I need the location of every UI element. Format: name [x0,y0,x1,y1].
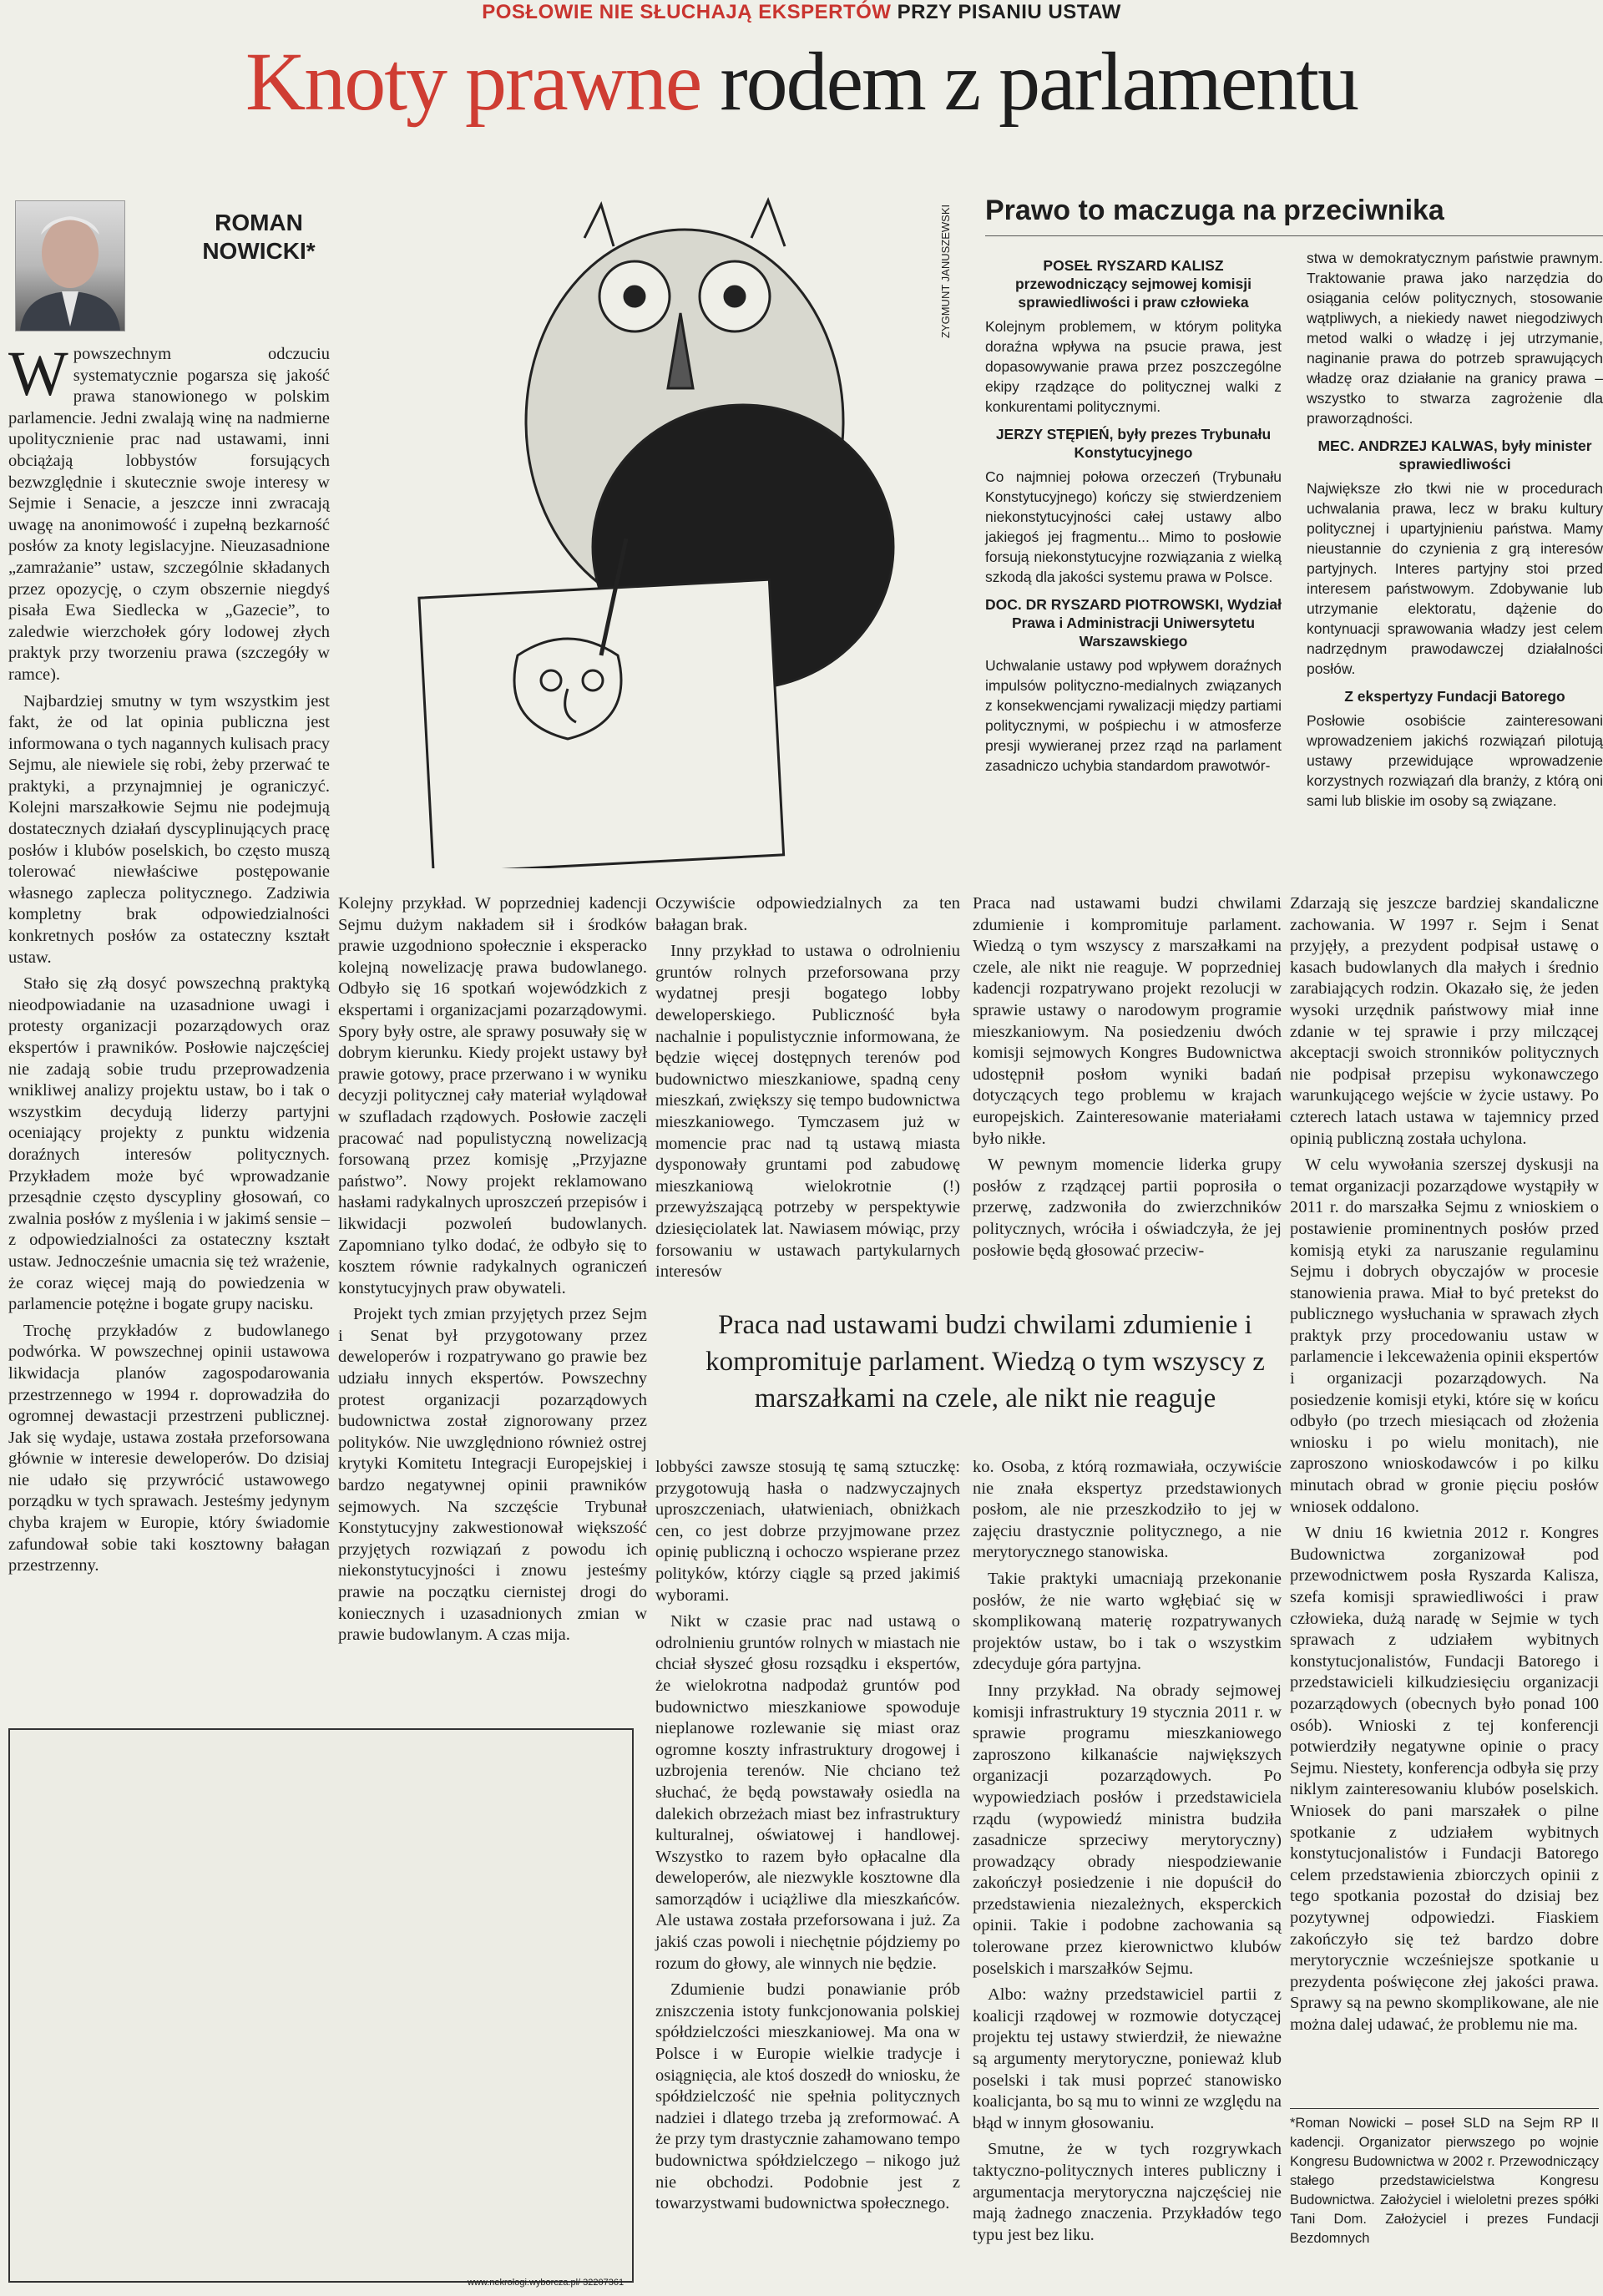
paragraph: ko. Osoba, z którą rozmawiała, oczywiście nie znała ekspertyz przedstawionych posłom, ale nie przeszkodziło to jej w zajęciu drastycznie politycznego, a nie merytorycznego stanowiska. [973,1458,1282,1562]
paragraph: Smutne, że w tych rozgrywkach taktyczno-politycznych interes publiczny i argumentacja merytoryczna najczęściej nie mają żadnego znaczenia. Przykładów tego typu jest bez liku. [973,2140,1282,2244]
kicker-black: PRZY PISANIU USTAW [897,1,1121,23]
kicker [0,0,1603,25]
article-column-1 [8,339,330,1582]
paragraph: Albo: ważny przedstawiciel partii z koalicji rządowej w rozmowie dotyczącej projektu tej ustawy stwierdził, że nieważne są argumenty merytoryczne, ponieważ klub poselski i tak musi poprzeć stanowisko koalicjanta, bo są mu to winni ze względu na błąd w innym głosowaniu. [973,1985,1282,2132]
paragraph: Trochę przykładów z budowlanego podwórka. W powszechnej opinii ustawowa likwidacja planów zagospodarowania przestrzennego w 1994 r. doprowadziła do ogromnej dewastacji przestrzeni publicznej. Jak się wydaje, ustawa została przeforsowana głównie w interesie deweloperów. Do dzisiaj nie udało się przywrócić ustawowego porządku w tych sprawach. Jesteśmy jedynym chyba krajem w Europie, który świadomie zafundował sobie taki kosztowny bałagan przestrzenny. [8,1321,330,1575]
paragraph: Stało się złą dosyć powszechną praktyką nieodpowiadanie na uzasadnione uwagi i protesty organizacji pozarządowych oraz ekspertów i prawników. Posłowie najczęściej nie zadają sobie trudu przeprowadzenia wnikliwej analizy projektu ustaw, bo i tak o wszystkim decydują liderzy partyjni oceniający projekty z punktu widzenia doraźnych interesów politycznych. Przykładem może być wprowadzanie przesądnie często dyscypliny głosowań, co zwalnia posłów z myślenia i w jakimś sensie – z odpowiedzialności za ostateczny kształt ustaw. Jednocześnie umacnia się też wrażenie, że coraz więcej mają do powiedzenia w parlamencie potężne i bogate grupy nacisku. [8,974,330,1314]
photo-credit: ZYGMUNT JANUSZEWSKI [939,204,952,338]
quote-text: Co najmniej połowa orzeczeń (Trybunału Konstytucyjnego) kończy się stwierdzeniem niekonstytucyjności całej ustawy albo jakiegoś jej fragmentu... Mimo to posłowie forsują niekonstytucyjne rozwiązania z wielką szkodą dla jakości systemu prawa w Polsce. [985,468,1282,585]
paragraph: Zdumienie budzi ponawianie prób zniszczenia istoty funkcjonowania polskiej spółdzielczości mieszkaniowej. Ma ona w Polsce i w Europie wielkie tradycje i osiągnięcia, ale ktoś doszedł do wniosku, że spółdzielczość nie spełnia politycznych nadziei i dlatego trzeba ją zreformować. A że przy tym drastycznie zahamowano tempo budownictwa spółdzielczego – nikogo już nie obchodzi. Podobnie jest z towarzystwami budownictwa społecznego. [655,1980,960,2213]
paragraph: W dniu 16 kwietnia 2012 r. Kongres Budownictwa zorganizował pod przewodnictwem posła Ryszarda Kalisza, szefa komisji sprawiedliwości i praw człowieka, dużą naradę w Sejmie w tych sprawach z udziałem wybitnych konstytucjonalistów, Fundacji Batorego i przedstawicieli kilkudziesięciu organizacji pozarządowych (obecnych było ponad 100 osób). Wnioski z tej konferencji potwierdziły negatywne opinie o pracy Sejmu. Niestety, konferencja odbyła się przy niklym zainteresowaniu klubów poselskich. Wniosek do pani marszałek o pilne spotkanie z udziałem wybitnych konstytucjonalistów i Fundacji Batorego celem przedstawienia zbiorczych opinii z tego spotkania pozostał do dzisiaj bez pozytywnej odpowiedzi. Fiaskiem zakończyło się też bardzo dobre merytorycznie wcześniejsze spotkanie u prezydenta poświęcone złej jakości prawa. Sprawy są na pewno skomplikowane, ale nie można dalej udawać, że problemu nie ma. [1290,1524,1599,2034]
author-name: ROMAN NOWICKI* [202,210,316,264]
pull-quote: Praca nad ustawami budzi chwilami zdumienie i kompromituje parlament. Wiedzą o tym wszyscy z marszałkami na czele, ale nikt nie reaguje [705,1310,1265,1414]
paragraph: Zdarzają się jeszcze bardziej skandaliczne zachowania. W 1997 r. Sejm i Senat przyjęły, a prezydent podpisał ustawę o kasach budowlanych dla małych i średnio zarabiających rodzin. Okazało się, że jeden wysoki urzędnik państwowy miał inne zdanie w tej sprawie i przy milczącej akceptacji swoich stronników politycznych nie podpisał przepisu wykonawczego warunkującego wejście w życie ustawy. Po czterech latach ustawa w tajemnicy przed opinią publiczną została uchylona. [1290,894,1599,1148]
article-column-3a [655,893,960,1288]
sidebar-column-left [985,248,1282,816]
owl-illustration [351,188,935,868]
quote-text: Uchwalanie ustawy pod wpływem doraźnych impulsów polityczno-medialnych związanych z konsekwencjami rywalizacji między partiami politycznymi, w pośpiechu i w atmosferze presji wywieranej przez rząd na parlament zasadniczo uchybia standardom prawotwór- [985,657,1282,774]
quote-author: DOC. DR RYSZARD PIOTROWSKI, Wydział Prawa i Administracji Uniwersytetu Warszawskiego [985,596,1282,650]
paragraph: Kolejny przykład. W poprzedniej kadencji Sejmu dużym nakładem sił i środków prawie uzgodniono społecznie i eksperacko kolejną nowelizację prawa budowlanego. Odbyło się 16 spotkań wojewódzkich z ekspertami i organizacjami pozarządowymi. Spory były ostre, ale sprawy posuwały się w dobrym kierunku. Kiedy projekt ustawy był prawie gotowy, prace przerwano i w wyniku decyzji politycznej cały materiał wylądował w szufladach rządowych. Posłowie zaczęli pracować nad populistyczną nowelizacją forsowaną przez komisję „Przyjazne państwo”. Nowy projekt reklamowano hasłami radykalnych uproszczeń przepisów i likwidacji pozwoleń budowlanych. Zapomniano tylko dodać, że odbyło się to kosztem równie radykalnych ograniczeń konstytucyjnych praw obywateli. [338,894,647,1297]
quote-author: JERZY STĘPIEŃ, były prezes Trybunału Konstytucyjnego [995,426,1272,461]
paragraph: W pewnym momencie liderka grupy posłów z rządzącej partii poprosiła o przerwę, zadzwoniła do zwierzchników politycznych, wróciła i oświadczyła, że jej posłowie będą głosować przeciw- [973,1156,1282,1260]
author-bio: *Roman Nowicki – poseł SLD na Sejm RP II kadencji. Organizator pierwszego po wojnie Kongresu Budownictwa w 2002 r. Przewodniczący stałego przedstawicielstwa Kongresu Budownictwa. Założyciel i wieloletni prezes spółki Tani Dom. Założyciel i prezes Fundacji Bezdomnych [1290,2108,1599,2248]
article-column-5 [1290,893,1599,2041]
paragraph: Takie praktyki umacniają przekonanie posłów, że nie warto wgłębiać się w skomplikowaną materię rozpatrywanych projektów ustaw, bo i tak o wszystkim zdecyduje góra partyjna. [973,1569,1282,1674]
paragraph: Inny przykład to ustawa o odrolnieniu gruntów rolnych przeforsowana przy wydatnej presji bogatego lobby deweloperskiego. Publiczność była nachalnie i populistycznie informowana, że będzie więcej dostępnych terenów pod budownictwo mieszkaniowe, spadną ceny mieszkań, zwiększy się tempo budownictwa mieszkaniowego. Tymczasem już w momencie prac nad tą ustawą miasta dysponowały gruntami pod zabudowę mieszkaniową wielokrotnie (!) przewyższającą potrzeby w perspektywie dziesięciolatek lat. Nawiasem mówiąc, przy forsowaniu w ustawach partykularnych interesów [655,942,960,1282]
paragraph [8,339,330,686]
headline-red: Knoty prawne [245,35,701,128]
quote-author: POSEŁ RYSZARD KALISZ przewodniczący sejmowej komisji sprawiedliwości i praw człowieka [1014,257,1252,311]
paragraph: Najbardziej smutny w tym wszystkim jest fakt, że od lat opinia publiczna jest informowana o tych nagannych kulisach pracy Sejmu, ale niewiele się robi, żeby przerwać te praktyki, a przynajmniej je ograniczyć. Kolejni marszałkowie Sejmu nie podejmują dostatecznych działań dyscyplinujących pracę posłów i klubów poselskich, bo często muszą tolerować niewłaściwe postępowanie własnego zaplecza politycznego. Zadziwia kompletny brak odpowiedzialności konkretnych posłów za ostateczny kształt ustaw. [8,691,330,967]
paragraph: Praca nad ustawami budzi chwilami zdumienie i kompromituje parlament. Wiedzą o tym wszyscy z marszałkami na czele, ale nikt nie reaguje. W poprzedniej kadencji rozpatrywano projekt rezolucji w sprawie ustawy o narodowym programie mieszkaniowym. Na posiedzeniu dwóch komisji sejmowych Kongres Budownictwa udostępnił posłom wyniki badań dotyczących tego problemu w krajach europejskich. Zainteresowanie materiałami było nikłe. [973,894,1282,1148]
advertisement-box [8,1728,634,2283]
paragraph: lobbyści zawsze stosują tę samą sztuczkę: przygotowują hasła o nadzwyczajnych uproszczeniach, ułatwieniach, obniżkach cen, co jest dobrze przyjmowane przez opinię publiczną i ochoczo wspierane przez polityków, którzy ciągle są przed jakimiś wyborami. [655,1458,960,1605]
article-column-3b [655,1457,960,2220]
article-column-2 [338,893,647,1651]
quote-text: Posłowie osobiście zainteresowani wprowadzeniem jakichś rozwiązań pilotują ustawy przewidujące wprowadzenie korzystnych rozwiązań dla branży, z którą oni sami lub bliskie im osoby są związane. [1307,712,1603,809]
sidebar-column-right [1307,248,1603,816]
paragraph: Inny przykład. Na obrady sejmowej komisji infrastruktury 19 stycznia 2011 r. w sprawie programu mieszkaniowego zaproszono kilkanaście największych organizacji pozarządowych. Po wypowiedziach posłów i przedstawiciela rządu (wypowiedź ministra budziła zasadnicze sprzeciwy merytoryczny) prowadzący obrady niespodziewanie zakończył posiedzenie i nie dopuścił do przedstawienia niezależnych, eksperckich opinii. Takie i podobne zachowania są tolerowane przez kierownictwo klubów poselskich i marszałków Sejmu. [973,1681,1282,1978]
paragraph: W celu wywołania szerszej dyskusji na temat organizacji pozarządowe wystąpiły w 2011 r. do marszałka Sejmu z wnioskiem o postawienie prominentnych posłów przed komisją etyki za naruszanie regulaminu Sejmu i dobrych obyczajów w procesie stanowienia prawa. Miał to być pretekst do publicznego wysłuchania w sprawach złych praktyk przy procedowaniu ustaw w parlamencie i lekceważenia opinii ekspertów i organizacji pozarządowych. Na posiedzenie komisji etyki, które się w końcu odbyło (po trzech miesiącach od złożenia wniosku i po wielu monitach), nie zaproszono wnioskodawców i po kilku minutach obrad w gronie pięciu posłów wniosek oddalono. [1290,1156,1599,1516]
quote-text: Kolejnym problemem, w którym polityka doraźna wpływa na psucie prawa, jest dopasowywanie prawa przez poszczególne ekipy rządzące do politycznej walki z konkurentami politycznymi. [985,318,1282,415]
paragraph: Nikt w czasie prac nad ustawą o odrolnieniu gruntów rolnych w miastach nie chciał słyszeć głosu rozsądku i ekspertów, że wielokrotna nadpodaż gruntów pod budownictwo mieszkaniowe spowoduje nieplanowe rozlewanie się miast oraz ogromne koszty infrastruktury drogowej i uzbrojenia terenów. Nie chciano też słuchać, że będą powstawały osiedla na dalekich obrzeżach miast bez infrastruktury kulturalnej, oświatowej i handlowej. Wszystko to razem było opłacalne dla deweloperów, ale niezwykle kosztowne dla samorządów i uciążliwe dla mieszkańców. Ale ustawa została przeforsowana i już. Za jakiś czas powoli i niechętnie pójdziemy po rozum do głowy, ale winnych nie będzie. [655,1612,960,1973]
quote-author: Z ekspertyzy Fundacji Batorego [1344,688,1565,705]
paragraph: Oczywiście odpowiedzialnych za ten bałagan brak. [655,894,960,934]
article-column-4a [973,893,1282,1267]
sidebar-title: Prawo to maczuga na przeciwnika [985,192,1603,236]
drop-cap: W [8,339,68,409]
author-photo [15,200,125,331]
quote-text: stwa w demokratycznym państwie prawnym. Traktowanie prawa jako narzędzia do osiągania celów politycznych, stosowanie wątpliwych, a niekiedy nawet niegodziwych metod walki o władzę i jej utrzymanie, naginanie prawa do potrzeb sprawujących władzę oraz działanie na granicy prawa – wszystko to stwarza zagrożenie dla praworządności. [1307,250,1603,427]
headline-black: rodem z parlamentu [720,35,1358,128]
kicker-red: POSŁOWIE NIE SŁUCHAJĄ EKSPERTÓW [482,1,892,23]
sidebar-box [985,192,1603,816]
paragraph-text: powszechnym odczuciu systematycznie pogarsza się jakość prawa stanowionego w polskim parlamencie. Jedni zwalają winę na nadmierne upolitycznienie prac nad ustawami, inni obciążają lobbystów forsujących bezwzględnie i skutecznie swoje interesy w Sejmie i Senacie, a jeszcze inni zwracają uwagę na anonimowość i zupełną bezkarność posłów za knoty legislacyjne. Nieuzasadnione „zamrażanie” ustaw, szczególnie składanych przez opozycję, o czym obszernie niegdyś pisała Ewa Siedlecka w „Gazecie”, to zaledwie wierzchołek góry lodowej złych praktyk przy tworzeniu prawa (szczegóły w ramce). [8,345,330,684]
quote-text: Największe zło tkwi nie w procedurach uchwalania prawa, lecz w braku kultury politycznej i upartyjnieniu państwa. Mamy nieustannie do czynienia z grą interesów partyjnych. Interes partyjny stoi przed interesem państwowym. Zdobywanie lub utrzymanie elektoratu, dążenie do kontynuacji sprawowania władzy jest celem nadrzędnym prawodawczej działalności posłów. [1307,480,1603,677]
headline [0,33,1603,129]
quote-author: MEC. ANDRZEJ KALWAS, były minister sprawiedliwości [1317,437,1592,473]
article-column-4b [973,1457,1282,2251]
footer-url: www.nekrologi.wyborcza.pl/ 32207361 [468,2278,625,2288]
paragraph: Projekt tych zmian przyjętych przez Sejm i Senat był przygotowany przez deweloperów i rozpatrywano go prawie bez udziału innych ekspertów. Powszechny protest organizacji pozarządowych budownictwa został zignorowany przez polityków. Nie uwzględniono również ostrej krytyki Komitetu Integracji Europejskiej i bardzo negatywnej opinii prawników sejmowych. Na szczęście Trybunał Konstytucyjny zakwestionował większość przyjętych rozwiązań z powodu ich niekonstytucyjności i znowu jesteśmy prawie na początku ciernistej drogi do koniecznych i uzasadnionych zmian w prawie budowlanym. A czas mija. [338,1305,647,1645]
